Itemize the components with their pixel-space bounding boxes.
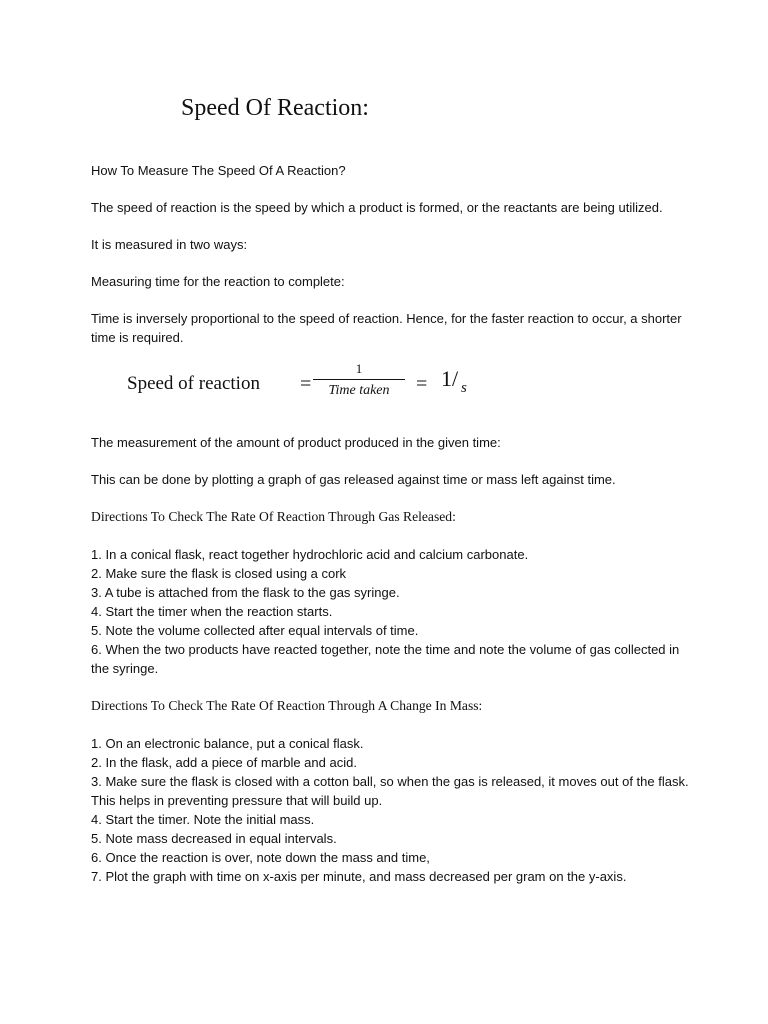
list-item: 2. In the flask, add a piece of marble and acid. [91,755,357,770]
gas-directions-heading: Directions To Check The Rate Of Reaction Through Gas Released: [91,509,456,524]
list-item: 2. Make sure the flask is closed using a cork [91,566,347,581]
list-item: 5. Note mass decreased in equal intervals. [91,831,337,846]
document-body [91,161,691,886]
gas-steps-list [91,545,691,678]
question-heading: How To Measure The Speed Of A Reaction? [91,163,346,178]
formula-rhs-slash: / [452,366,459,391]
list-item: 3. Make sure the flask is closed with a cotton ball, so when the gas is released, it moves out of the flask. This helps in preventing pressure that will build up. [91,774,689,808]
list-item: 5. Note the volume collected after equal intervals of time. [91,623,419,638]
page-title: Speed Of Reaction: [181,95,369,121]
list-item: 4. Start the timer. Note the initial mass. [91,812,315,827]
method2-paragraph: This can be done by plotting a graph of gas released against time or mass left against time. [91,472,616,487]
list-item: 7. Plot the graph with time on x-axis per minute, and mass decreased per gram on the y-axis. [91,869,627,884]
speed-formula [91,353,691,427]
list-item: 1. In a conical flask, react together hydrochloric acid and calcium carbonate. [91,547,529,562]
list-item: 1. On an electronic balance, put a conical flask. [91,736,364,751]
method2-heading: The measurement of the amount of product produced in the given time: [91,435,501,450]
formula-equals-1: = [300,373,312,395]
ways-intro: It is measured in two ways: [91,237,248,252]
list-item: 6. Once the reaction is over, note down the mass and time, [91,850,430,865]
definition-paragraph: The speed of reaction is the speed by which a product is formed, or the reactants are being utilized. [91,200,663,215]
list-item: 3. A tube is attached from the flask to the gas syringe. [91,585,400,600]
mass-steps-list [91,734,691,886]
list-item: 4. Start the timer when the reaction starts. [91,604,333,619]
formula-denominator: Time taken [328,383,390,398]
formula-rhs-unit: s [461,380,467,396]
formula-rhs-one: 1 [441,366,452,391]
method1-heading: Measuring time for the reaction to complete: [91,274,345,289]
formula-numerator: 1 [355,361,363,376]
mass-directions-heading: Directions To Check The Rate Of Reaction Through A Change In Mass: [91,698,483,713]
formula-fraction [313,361,405,399]
method1-paragraph: Time is inversely proportional to the speed of reaction. Hence, for the faster reaction to occur, a shorter time is required. [91,311,682,345]
formula-equals-2: = [416,373,428,395]
list-item: 6. When the two products have reacted together, note the time and note the volume of gas collected in the syringe. [91,642,680,676]
fraction-bar [313,379,405,380]
formula-lhs: Speed of reaction [127,373,260,394]
